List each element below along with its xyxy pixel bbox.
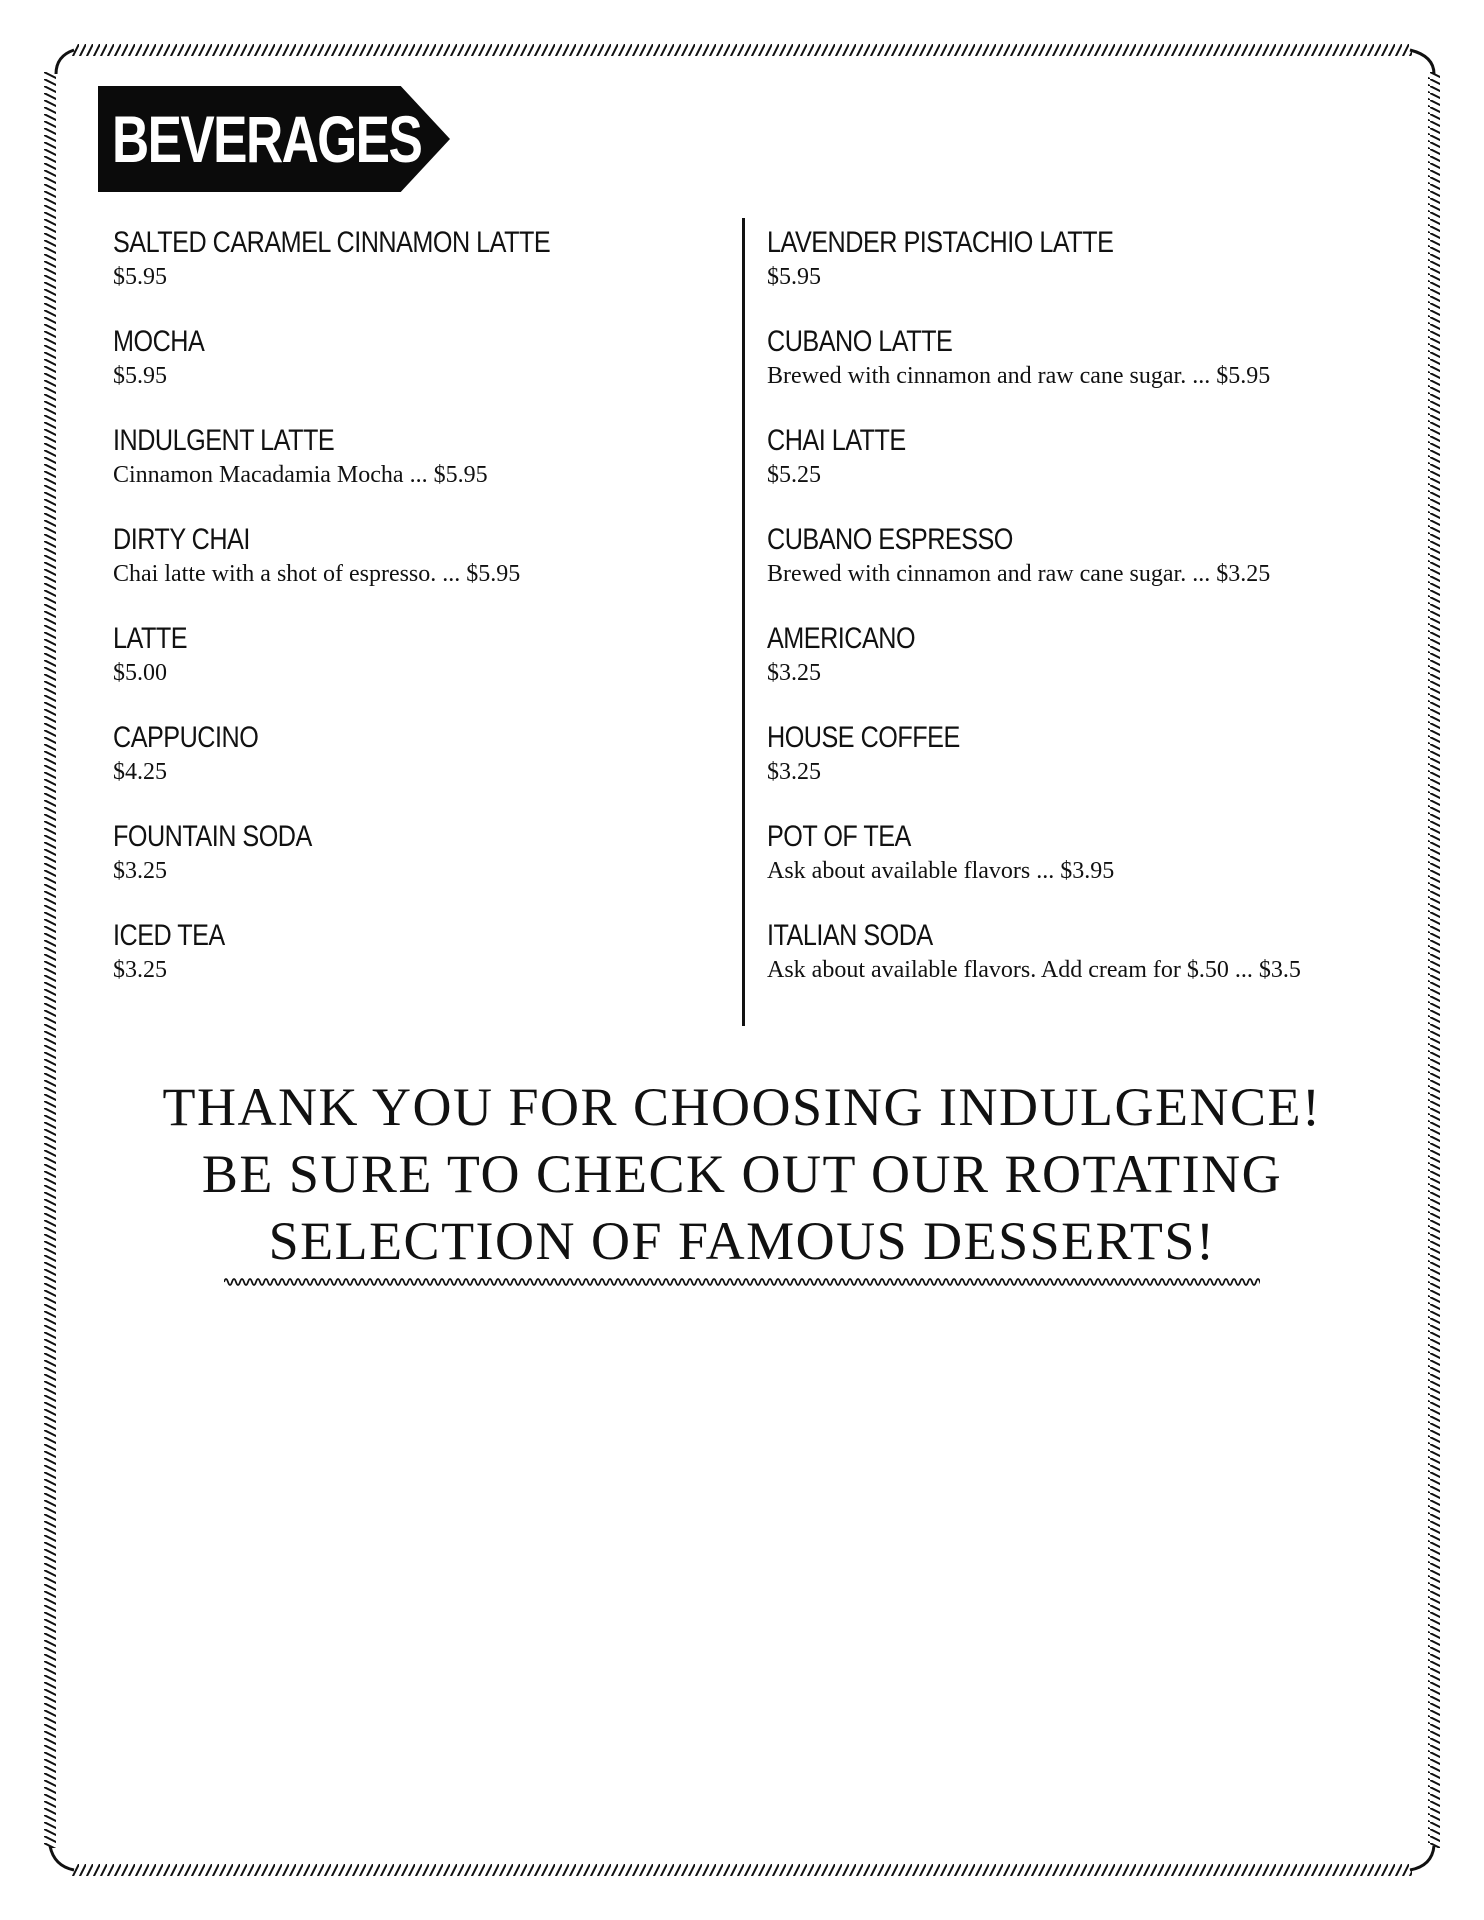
menu-item-description: Ask about available flavors. Add cream for $.50 ... $3.5 [767,957,1301,983]
menu-item-price: $5.25 [767,462,821,488]
menu-item-price: $4.25 [113,759,167,785]
menu-item [767,818,1367,917]
menu-item-description: Brewed with cinnamon and raw cane sugar. ... $3.25 [767,561,1271,587]
menu-item-name: CHAI LATTE [767,424,906,457]
menu-item-price: $5.00 [113,660,167,686]
menu-item-name: LAVENDER PISTACHIO LATTE [767,226,1114,259]
menu-item [113,620,723,719]
menu-item [113,224,723,323]
menu-column-left [113,224,723,1016]
menu-item [767,224,1367,323]
menu-item-name: CUBANO LATTE [767,325,953,358]
menu-item-description: Ask about available flavors ... $3.95 [767,858,1115,884]
wavy-underline [224,1272,1260,1292]
menu-item-price: $5.95 [767,264,821,290]
menu-item [767,323,1367,422]
menu-item [767,917,1367,1016]
menu-item-description: Brewed with cinnamon and raw cane sugar. ... $5.95 [767,363,1271,389]
menu-item-price: $3.25 [767,660,821,686]
thank-you-line-1: THANK YOU FOR CHOOSING INDULGENCE! [162,1077,1322,1137]
menu-item-name: FOUNTAIN SODA [113,820,312,853]
menu-item [113,917,723,1016]
menu-item-name: CAPPUCINO [113,721,259,754]
thank-you-message [100,1074,1384,1275]
column-divider [742,218,745,1026]
menu-item [113,818,723,917]
menu-item [767,719,1367,818]
menu-item-price: $3.25 [113,858,167,884]
menu-item [113,521,723,620]
menu-item-price: $3.25 [767,759,821,785]
menu-item [767,422,1367,521]
menu-item-name: AMERICANO [767,622,916,655]
menu-column-right [767,224,1367,1016]
menu-item-price: $5.95 [113,363,167,389]
menu-item-name: LATTE [113,622,188,655]
menu-item-description: Chai latte with a shot of espresso. ... $5.95 [113,561,521,587]
menu-item-price: $3.25 [113,957,167,983]
thank-you-line-2: BE SURE TO CHECK OUT OUR ROTATING [201,1144,1283,1204]
menu-item-name: ICED TEA [113,919,225,952]
menu-item-name: SALTED CARAMEL CINNAMON LATTE [113,226,551,259]
menu-item [113,422,723,521]
thank-you-line-3: SELECTION OF FAMOUS DESSERTS! [268,1211,1216,1271]
menu-item-name: DIRTY CHAI [113,523,250,556]
menu-item [767,521,1367,620]
page-title: BEVERAGES [112,102,422,176]
menu-item-name: HOUSE COFFEE [767,721,960,754]
menu-item [767,620,1367,719]
menu-item-description: Cinnamon Macadamia Mocha ... $5.95 [113,462,488,488]
menu-item-name: ITALIAN SODA [767,919,933,952]
menu-item [113,323,723,422]
menu-item-name: CUBANO ESPRESSO [767,523,1013,556]
menu-item-name: MOCHA [113,325,205,358]
menu-item-name: INDULGENT LATTE [113,424,335,457]
menu-item-price: $5.95 [113,264,167,290]
menu-item-name: POT OF TEA [767,820,911,853]
menu-item [113,719,723,818]
